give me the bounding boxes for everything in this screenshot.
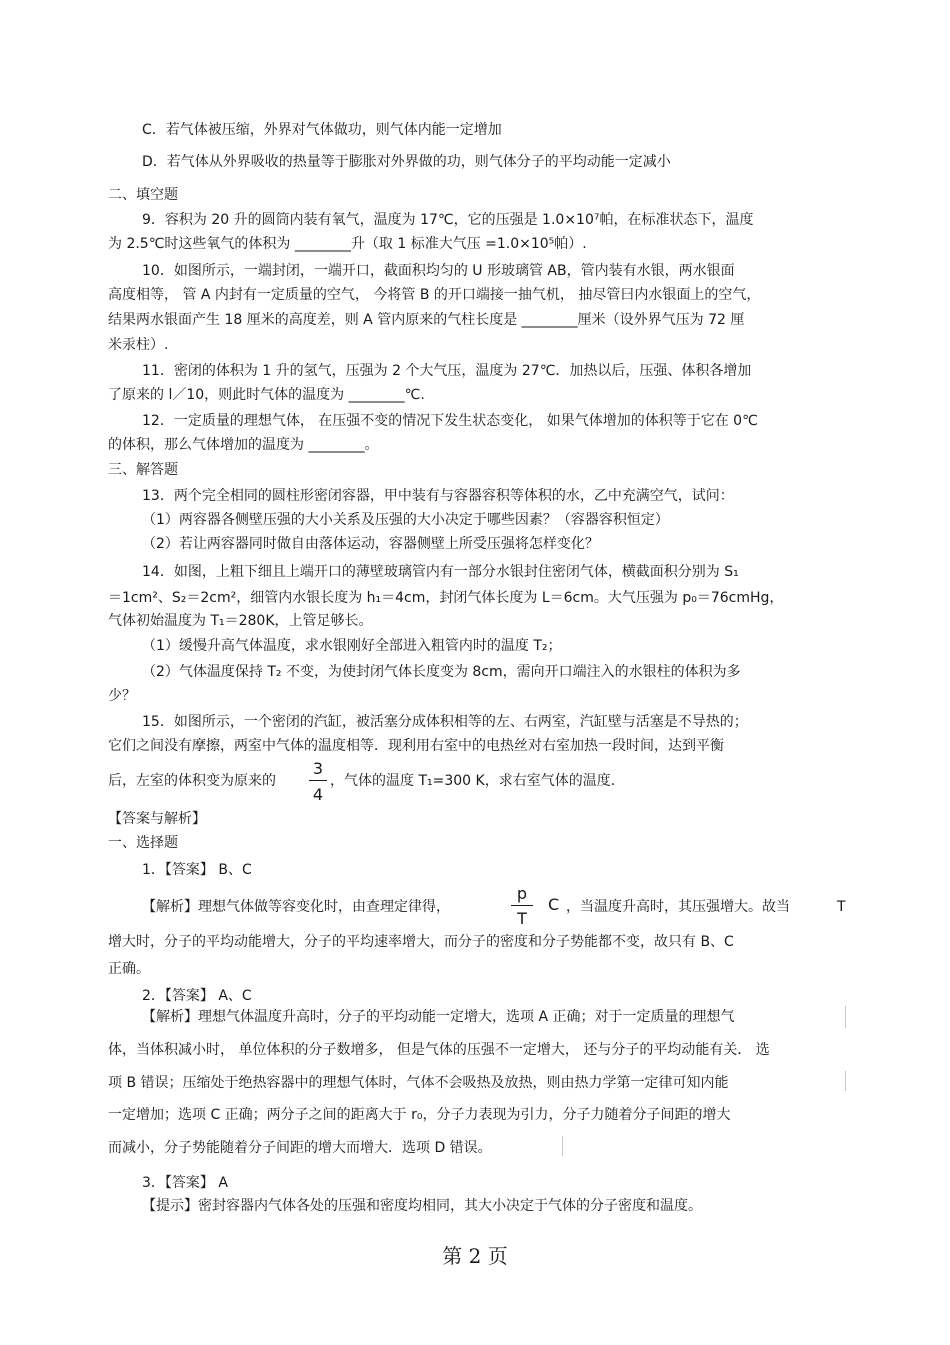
text-line: 15．如图所示，一个密闭的汽缸，被活塞分成体积相等的左、右两室，汽缸壁与活塞是不导热的； xyxy=(142,714,748,730)
text-line: （1）两容器各侧壁压强的大小关系及压强的大小决定于哪些因素？（容器容积恒定） xyxy=(142,512,669,528)
a1-fraction-bar xyxy=(511,905,533,906)
text-line: 【提示】密封容器内气体各处的压强和密度均相同，其大小决定于气体的分子密度和温度。 xyxy=(142,1198,702,1214)
a1-analysis-before-fraction: 【解析】理想气体做等容变化时，由查理定律得， xyxy=(142,899,450,915)
scan-rule-right-3 xyxy=(562,1136,563,1156)
text-line: 10．如图所示，一端封闭，一端开口，截面积均匀的 U 形玻璃管 AB，管内装有水银，两水银面 xyxy=(142,263,735,279)
text-line: 9．容积为 20 升的圆筒内装有氧气，温度为 17℃，它的压强是 1.0×10⁷帕，在标准状态下，温度 xyxy=(142,212,754,228)
text-line: D．若气体从外界吸收的热量等于膨胀对外界做的功，则气体分子的平均动能一定减小 xyxy=(142,154,671,170)
q15-fraction-numerator: 3 xyxy=(312,759,324,778)
q15-text-after-fraction: ，气体的温度 T₁=300 K，求右室气体的温度. xyxy=(330,773,616,789)
q15-fraction-bar xyxy=(309,780,327,781)
page-number-footer: 第 2 页 xyxy=(442,1244,508,1268)
scan-rule-right-2 xyxy=(845,1071,846,1091)
text-line: 的体积，那么气体增加的温度为 ________。 xyxy=(108,437,379,453)
text-line: 13．两个完全相同的圆柱形密闭容器，甲中装有与容器容积等体积的水，乙中充满空气，试问： xyxy=(142,488,734,504)
text-line: 14．如图，上粗下细且上端开口的薄壁玻璃管内有一部分水银封住密闭气体，横截面积分别为 S₁ xyxy=(142,564,739,580)
text-line: 三、解答题 xyxy=(108,462,178,478)
text-line: 2．【答案】 A、C xyxy=(142,988,252,1004)
text-line: （2）若让两容器同时做自由落体运动，容器侧壁上所受压强将怎样变化？ xyxy=(142,536,599,552)
text-line: 高度相等， 管 A 内封有一定质量的空气， 今将管 B 的开口端接一抽气机， 抽尽管曰内水银面上的空气， xyxy=(108,287,761,303)
text-line: 【解析】理想气体温度升高时，分子的平均动能一定增大，选项 A 正确；对于一定质量的理想气 xyxy=(142,1009,735,1025)
text-line: 1．【答案】 B、C xyxy=(142,862,252,878)
text-line: 它们之间没有摩擦，两室中气体的温度相等．现利用右室中的电热丝对右室加热一段时间，达到平衡 xyxy=(108,738,724,754)
text-line: 【答案与解析】 xyxy=(108,811,206,827)
text-line: 增大时，分子的平均动能增大，分子的平均速率增大，而分子的密度和分子势能都不变，故只有 B、C xyxy=(108,934,734,950)
a1-analysis-tail: T xyxy=(837,899,846,915)
text-line: 为 2.5℃时这些氧气的体积为 ________升（取 1 标准大气压 =1.0×10⁵帕）. xyxy=(108,236,587,252)
text-line: 结果两水银面产生 18 厘米的高度差，则 A 管内原来的气柱长度是 ________厘米（设外界气压为 72 厘 xyxy=(108,312,745,328)
text-line: 少？ xyxy=(108,688,136,704)
text-line: 二、填空题 xyxy=(108,187,178,203)
text-line: 而减小，分子势能随着分子间距的增大而增大．选项 D 错误。 xyxy=(108,1140,492,1156)
text-line: 一定增加；选项 C 正确；两分子之间的距离大于 r₀，分子力表现为引力，分子力随着分子间距的增大 xyxy=(108,1107,731,1123)
text-line: 3．【答案】 A xyxy=(142,1175,228,1191)
text-line: 了原来的 l／10，则此时气体的温度为 ________℃. xyxy=(108,387,425,403)
a1-fraction-denominator: T xyxy=(517,909,527,928)
text-line: ＝1cm²、S₂＝2cm²，细管内水银长度为 h₁＝4cm，封闭气体长度为 L＝6cm。大气压强为 p₀＝76cmHg， xyxy=(108,590,784,606)
a1-fraction-numerator: p xyxy=(516,884,528,903)
text-line: 11．密闭的体积为 1 升的氢气，压强为 2 个大气压，温度为 27℃．加热以后，压强、体积各增加 xyxy=(142,363,752,379)
text-line: 12．一定质量的理想气体， 在压强不变的情况下发生状态变化， 如果气体增加的体积等于它在 0℃ xyxy=(142,413,758,429)
a1-constant: C xyxy=(548,895,560,914)
q15-text-before-fraction: 后，左室的体积变为原来的 xyxy=(108,773,276,789)
text-line: 项 B 错误；压缩处于绝热容器中的理想气体时，气体不会吸热及放热，则由热力学第一定律可知内能 xyxy=(108,1075,729,1091)
text-line: 米汞柱）. xyxy=(108,337,169,353)
text-line: 正确。 xyxy=(108,961,150,977)
text-line: （1）缓慢升高气体温度，求水银刚好全部进入粗管内时的温度 T₂； xyxy=(142,638,562,654)
q15-fraction-denominator: 4 xyxy=(312,785,324,804)
text-line: C．若气体被压缩，外界对气体做功，则气体内能一定增加 xyxy=(142,122,502,138)
text-line: 气体初始温度为 T₁＝280K，上管足够长。 xyxy=(108,613,373,629)
text-line: 体，当体积减小时， 单位体积的分子数增多， 但是气体的压强不一定增大， 还与分子的平均动能有关． 选 xyxy=(108,1042,770,1058)
scan-rule-right-1 xyxy=(845,1006,846,1028)
text-line: （2）气体温度保持 T₂ 不变，为使封闭气体长度变为 8cm，需向开口端注入的水银柱的体积为多 xyxy=(142,664,741,680)
text-line: 一、选择题 xyxy=(108,835,178,851)
a1-analysis-after-fraction: ，当温度升高时，其压强增大。故当 xyxy=(566,899,790,915)
